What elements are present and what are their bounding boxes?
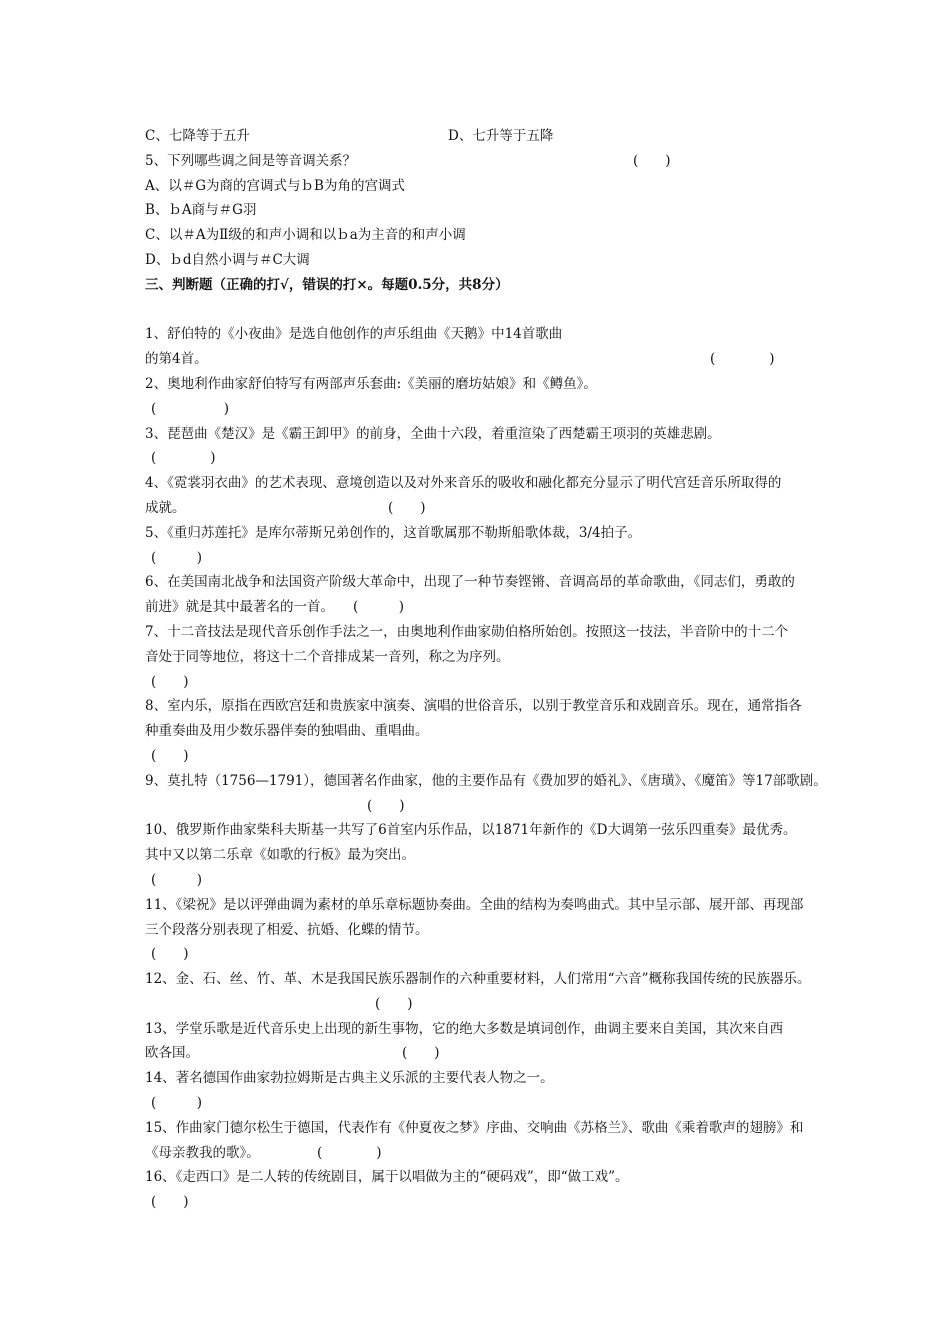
item16-answer-blank: ( ): [151, 1194, 189, 1211]
item7-line1: 7、十二音技法是现代音乐创作手法之一，由奥地利作曲家勋伯格所始创。按照这一技法，半音阶中的十二个: [145, 623, 789, 640]
item1-answer-blank: ( ): [710, 351, 775, 368]
item9-answer-blank: ( ): [367, 797, 405, 814]
choice-c-option: C、七降等于五升: [145, 128, 250, 144]
question5-option-d: D、ｂd自然小调与＃C大调: [145, 251, 310, 268]
item15-line1: 15、作曲家门德尔松生于德国，代表作有《仲夏夜之梦》序曲、交响曲《苏格兰》、歌曲《乘着歌声的翅膀》和: [145, 1119, 804, 1136]
document-page: [145, 124, 825, 1215]
item12-answer-blank: ( ): [375, 995, 413, 1012]
item4-answer-blank: ( ): [388, 499, 426, 516]
item15-answer-blank: ( ): [317, 1144, 382, 1161]
item6-answer-blank: ( ): [353, 599, 405, 616]
item7-answer-blank: ( ): [151, 673, 189, 690]
item10-answer-blank: ( ): [151, 871, 203, 888]
item13-answer-blank: ( ): [402, 1045, 440, 1062]
item1-line2-row: [145, 347, 825, 372]
item3-answer-row: [145, 446, 825, 471]
item13-line1: 13、学堂乐歌是近代音乐史上出现的新生事物，它的绝大多数是填词创作，曲调主要来自美国，其次来自西: [145, 1020, 784, 1037]
item16-line1: 16、《走西口》是二人转的传统剧目，属于以唱做为主的“硬码戏”，即“做工戏”。: [145, 1169, 629, 1186]
item5-line1: 5、《重归苏莲托》是库尔蒂斯兄弟创作的，这首歌属那不勒斯船歌体裁，3/4拍子。: [145, 524, 642, 541]
item11-answer-blank: ( ): [151, 946, 189, 963]
item7-line2: 音处于同等地位，将这十二个音排成某一音列，称之为序列。: [145, 648, 510, 665]
item11-line1: 11、《梁祝》是以评弹曲调为素材的单乐章标题协奏曲。全曲的结构为奏鸣曲式。其中呈示部、展开部、再现部: [145, 896, 804, 913]
item10-answer-row: [145, 868, 825, 893]
item2-answer-blank: ( ): [151, 400, 230, 417]
item6-line1: 6、在美国南北战争和法国资产阶级大革命中，出现了一种节奏铿锵、音调高昂的革命歌曲，《同志们，勇敢的: [145, 574, 795, 591]
item3-line1: 3、琵琶曲《楚汉》是《霸王卸甲》的前身，全曲十六段，着重渲染了西楚霸王项羽的英雄悲剧。: [145, 425, 721, 442]
item12-line1: 12、金、石、丝、竹、革、木是我国民族乐器制作的六种重要材料，人们常用“六音”概称我国传统的民族器乐。: [145, 971, 811, 988]
question5-stem: 5、下列哪些调之间是等音调关系？: [145, 152, 357, 169]
item4-line1: 4、《霓裳羽衣曲》的艺术表现、意境创造以及对外来音乐的吸收和融化都充分显示了明代宫廷音乐所取得的: [145, 475, 782, 492]
item10-line1: 10、俄罗斯作曲家柴科夫斯基一共写了6首室内乐作品，以1871年新作的《D大调第一弦乐四重奏》最优秀。: [145, 822, 797, 839]
spacer: [145, 298, 825, 323]
item8-line2: 种重奏曲及用少数乐器伴奏的独唱曲、重唱曲。: [145, 723, 429, 740]
item1-line2: 的第4首。: [145, 351, 208, 368]
item16-answer-row: [145, 1190, 825, 1215]
item10-line2: 其中又以第二乐章《如歌的行板》最为突出。: [145, 847, 415, 864]
question5-option-b: B、ｂA商与＃G羽: [145, 202, 257, 219]
item14-answer-blank: ( ): [151, 1095, 203, 1112]
item3-answer-blank: ( ): [151, 450, 216, 467]
item8-answer-blank: ( ): [151, 747, 189, 764]
item13-line2-row: [145, 1041, 825, 1066]
item15-line2: 《母亲教我的歌》。: [145, 1144, 260, 1161]
item6-line2: 前进》就是其中最著名的一首。: [145, 599, 334, 616]
item14-line1: 14、著名德国作曲家勃拉姆斯是古典主义乐派的主要代表人物之一。: [145, 1070, 554, 1087]
item13-line2: 欧各国。: [145, 1045, 199, 1062]
item2-line1: 2、奥地利作曲家舒伯特写有两部声乐套曲:《美丽的磨坊姑娘》和《鳟鱼》。: [145, 375, 597, 392]
item8-answer-row: [145, 744, 825, 769]
item2-answer-row: [145, 397, 825, 422]
question5-option-c: C、以＃A为Ⅱ级的和声小调和以ｂa为主音的和声小调: [145, 227, 466, 244]
question5-option-a: A、以＃G为商的宫调式与ｂB为角的宫调式: [145, 177, 405, 194]
choice-options-row: [145, 124, 825, 149]
item8-line1: 8、室内乐，原指在西欧宫廷和贵族家中演奏、演唱的世俗音乐，以别于教堂音乐和戏剧音乐。现在，通常指各: [145, 698, 802, 715]
item5-answer-row: [145, 546, 825, 571]
item11-answer-row: [145, 942, 825, 967]
item4-line2-row: [145, 496, 825, 521]
item5-answer-blank: ( ): [151, 549, 203, 566]
item14-answer-row: [145, 1091, 825, 1116]
choice-d-option: D、七升等于五降: [448, 128, 554, 144]
item9-line1: 9、莫扎特（1756—1791），德国著名作曲家，他的主要作品有《费加罗的婚礼》、《唐璜》、《魔笛》等17部歌剧。: [145, 772, 827, 789]
item7-answer-row: [145, 670, 825, 695]
section3-heading: 三、判断题（正确的打√，错误的打×。每题0.5分，共8分）: [145, 276, 509, 293]
question5-stem-row: [145, 149, 825, 174]
item4-line2: 成就。: [145, 499, 186, 516]
item1-line1: 1、舒伯特的《小夜曲》是选自他创作的声乐组曲《天鹅》中14首歌曲: [145, 326, 563, 343]
item9-answer-row: [145, 794, 825, 819]
item12-answer-row: [145, 992, 825, 1017]
item11-line2: 三个段落分别表现了相爱、抗婚、化蝶的情节。: [145, 921, 429, 938]
question5-answer-blank: ( ): [633, 152, 671, 169]
item6-line2-row: [145, 595, 825, 620]
item15-line2-row: [145, 1141, 825, 1166]
